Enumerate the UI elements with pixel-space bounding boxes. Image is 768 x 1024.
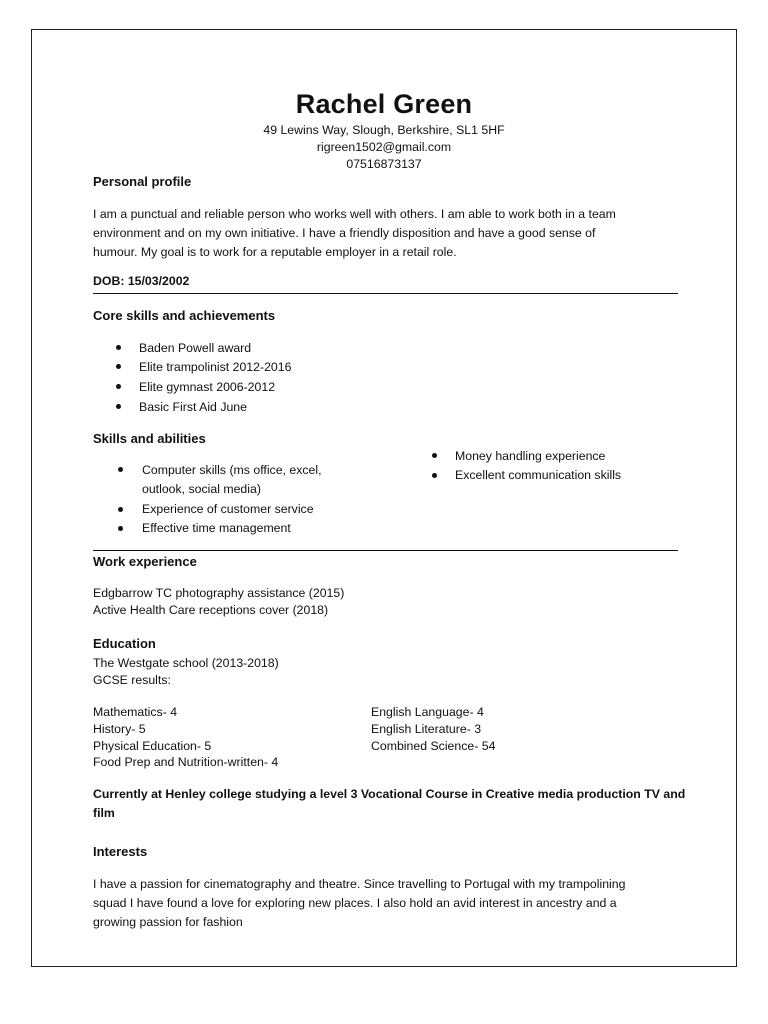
bullet-icon xyxy=(118,526,123,531)
school: The Westgate school (2013-2018) xyxy=(93,656,279,670)
personal-profile-heading: Personal profile xyxy=(93,174,192,189)
core-skill-item: Basic First Aid June xyxy=(139,400,247,414)
gcse-result: Mathematics- 4 xyxy=(93,705,178,719)
core-skill-item: Baden Powell award xyxy=(139,341,252,355)
gcse-result: History- 5 xyxy=(93,722,146,736)
candidate-name: Rachel Green xyxy=(295,89,473,119)
bullet-icon xyxy=(118,507,123,512)
skill-item: Effective time management xyxy=(142,521,291,535)
education-heading: Education xyxy=(93,636,156,651)
bullet-icon xyxy=(116,364,121,369)
gcse-result: English Literature- 3 xyxy=(371,722,482,736)
gcse-result: Physical Education- 5 xyxy=(93,739,212,753)
current-study-line: film xyxy=(93,806,115,820)
bullet-icon xyxy=(118,467,123,472)
core-skills-heading: Core skills and achievements xyxy=(93,308,276,323)
gcse-result: English Language- 4 xyxy=(371,705,484,719)
work-item: Active Health Care receptions cover (2018) xyxy=(93,603,329,617)
gcse-result: Food Prep and Nutrition-written- 4 xyxy=(93,755,279,769)
bullet-icon xyxy=(432,453,437,458)
core-skill-item: Elite gymnast 2006-2012 xyxy=(139,380,276,394)
skill-item-continuation: outlook, social media) xyxy=(142,482,261,496)
bullet-icon xyxy=(432,473,437,478)
skill-item: Money handling experience xyxy=(455,449,606,463)
bullet-icon xyxy=(116,345,121,350)
bullet-icon xyxy=(116,404,121,409)
interests-line: I have a passion for cinematography and theatre. Since travelling to Portugal with my trampolining xyxy=(93,877,626,891)
dob: DOB: 15/03/2002 xyxy=(93,274,190,288)
interests-line: squad I have found a love for exploring new places. I also hold an avid interest in ancestry and a xyxy=(93,896,617,910)
gcse-result: Combined Science- 54 xyxy=(371,739,496,753)
address: 49 Lewins Way, Slough, Berkshire, SL1 5HF xyxy=(263,123,505,137)
skill-item: Computer skills (ms office, excel, xyxy=(142,463,322,477)
interests-line: growing passion for fashion xyxy=(93,915,243,929)
phone: 07516873137 xyxy=(346,157,422,171)
section-divider xyxy=(93,293,678,294)
core-skill-item: Elite trampolinist 2012-2016 xyxy=(139,360,292,374)
work-item: Edgbarrow TC photography assistance (2015) xyxy=(93,586,345,600)
work-experience-heading: Work experience xyxy=(93,554,197,569)
section-divider xyxy=(93,550,678,551)
profile-line: humour. My goal is to work for a reputable employer in a retail role. xyxy=(93,245,457,259)
interests-heading: Interests xyxy=(93,844,148,859)
email: rigreen1502@gmail.com xyxy=(316,140,452,154)
gcse-label: GCSE results: xyxy=(93,673,171,687)
bullet-icon xyxy=(116,384,121,389)
skills-abilities-heading: Skills and abilities xyxy=(93,431,206,446)
profile-line: I am a punctual and reliable person who works well with others. I am able to work both in a team xyxy=(93,207,616,221)
skill-item: Experience of customer service xyxy=(142,502,314,516)
current-study-line: Currently at Henley college studying a level 3 Vocational Course in Creative media production TV and xyxy=(93,787,686,801)
skill-item: Excellent communication skills xyxy=(455,468,622,482)
profile-line: environment and on my own initiative. I have a friendly disposition and have a good sense of xyxy=(93,226,596,240)
